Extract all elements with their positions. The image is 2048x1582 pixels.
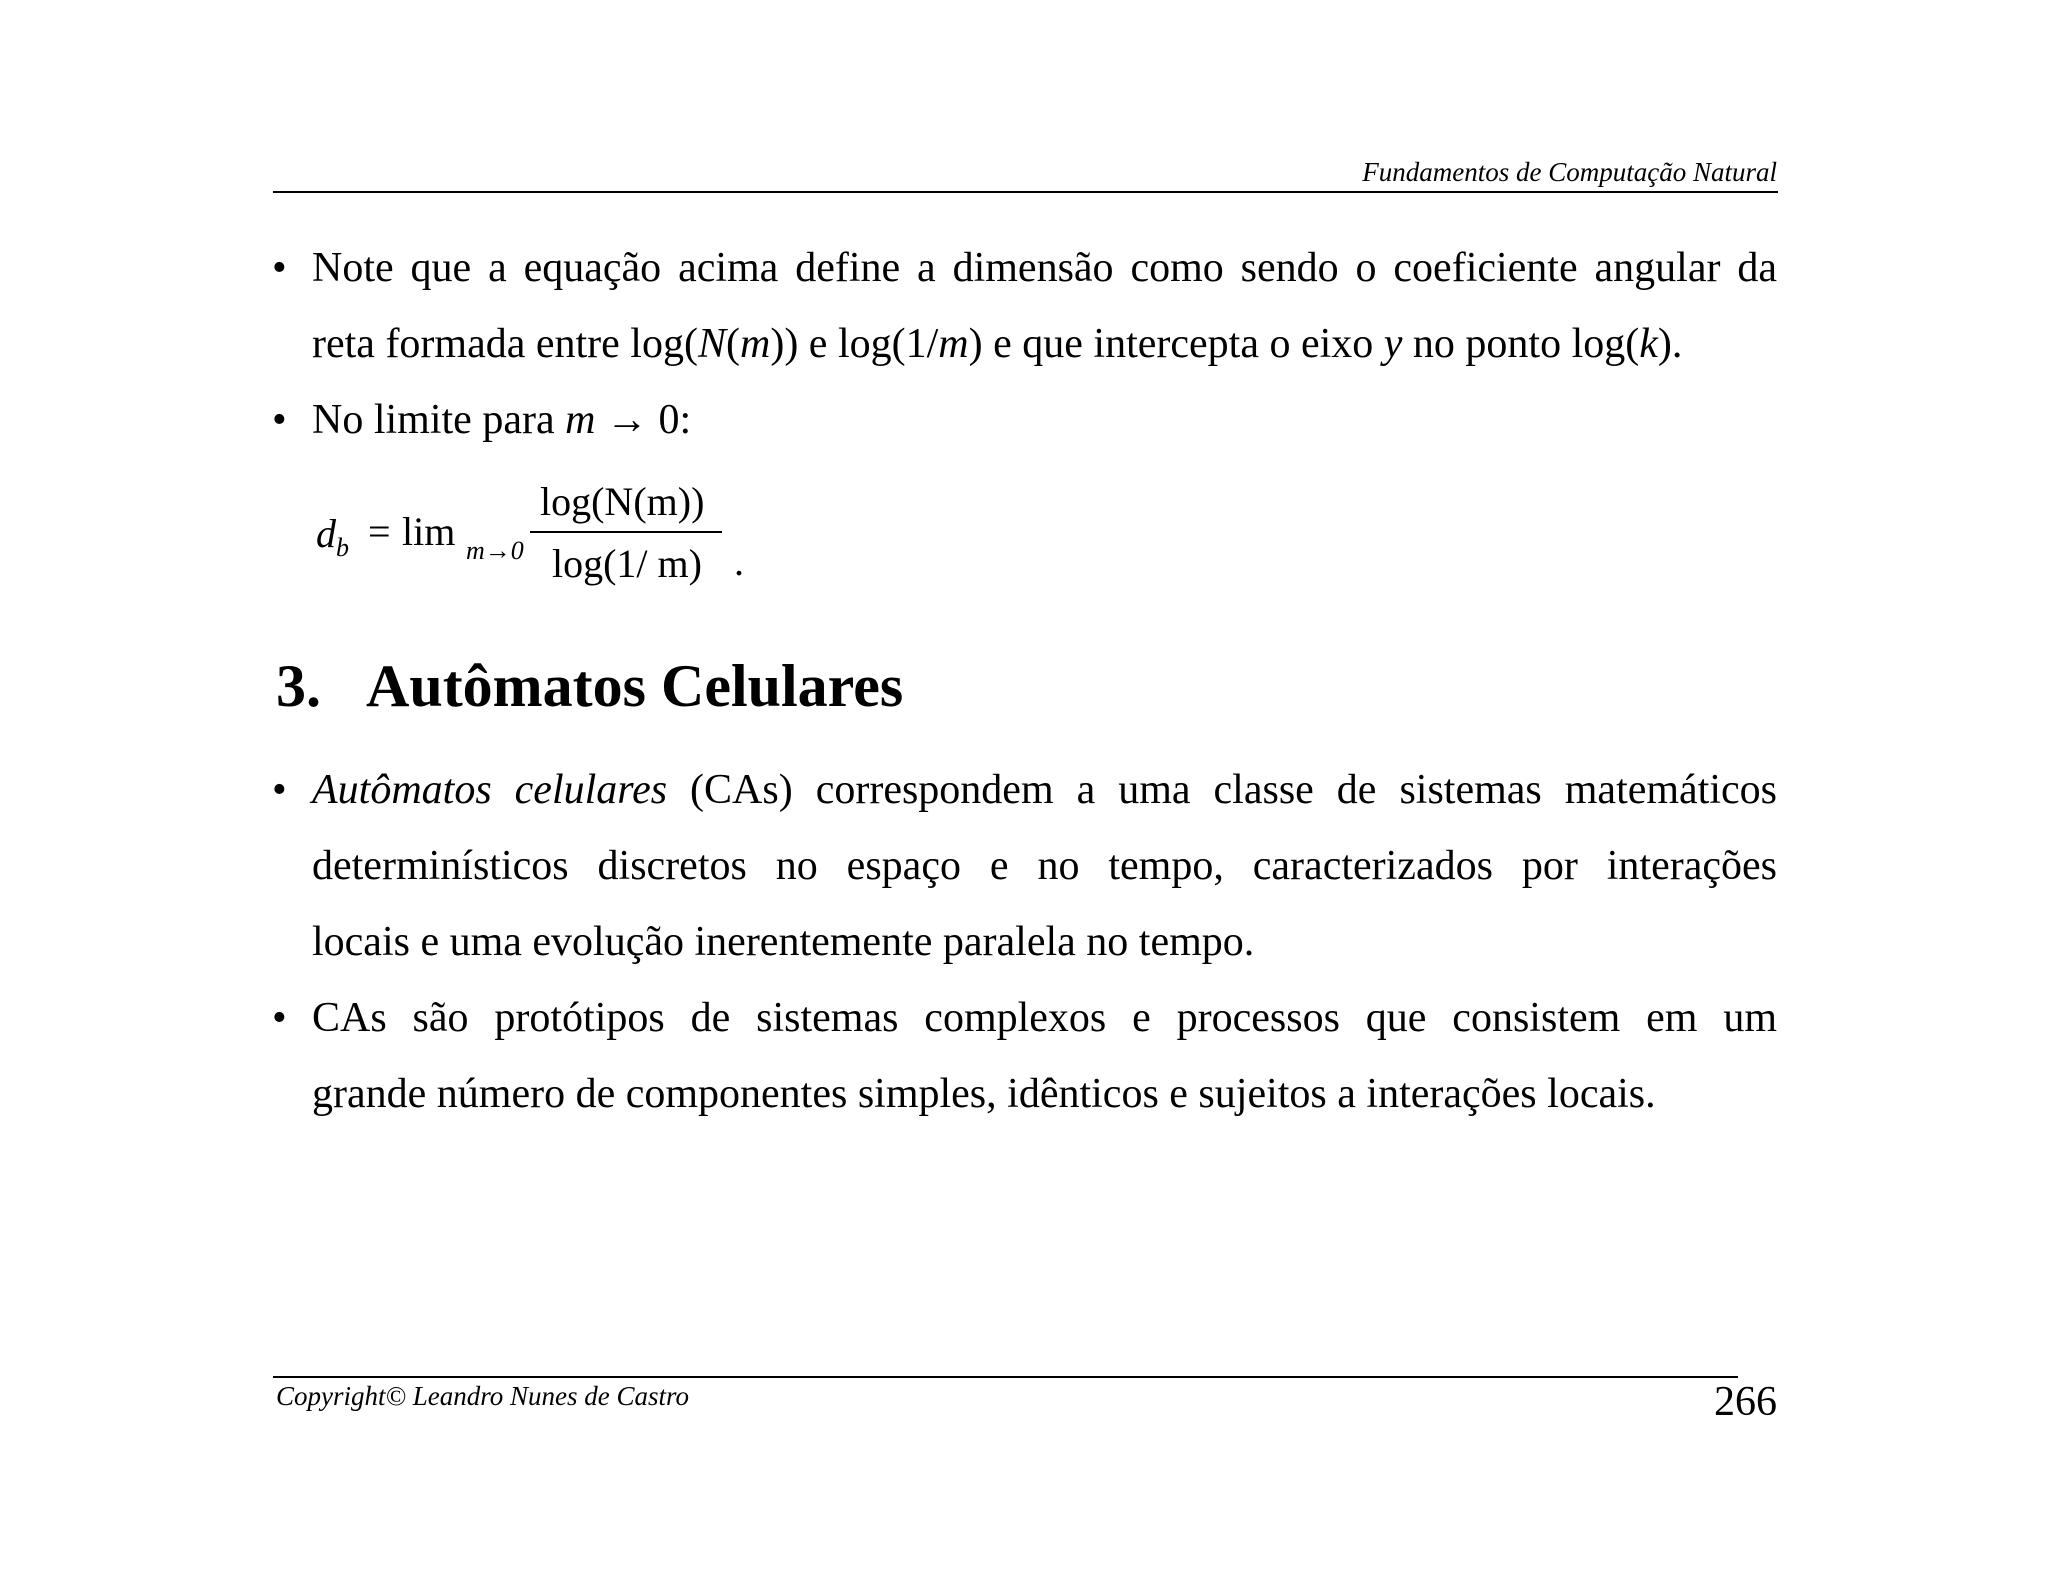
section-number: 3. xyxy=(276,653,321,719)
formula-terminator: . xyxy=(734,539,744,584)
bullet-item-limit: • No limite para m → 0: xyxy=(272,382,1777,458)
formula-lim: lim xyxy=(402,509,456,554)
bullet-icon: • xyxy=(272,995,287,1041)
bullet-item-ca-definition: • Autômatos celulares (CAs) correspondem a uma classe de sistemas matemáticos xyxy=(272,752,1777,828)
formula-denominator: log(1/ m) xyxy=(552,541,702,586)
section-title: Autômatos Celulares xyxy=(366,653,904,719)
bullet-item-dimension-note xyxy=(272,230,1777,306)
bullet-continuation: determinísticos discretos no espaço e no tempo, caracterizados por interações xyxy=(312,843,1777,889)
running-header: Fundamentos de Computação Natural xyxy=(1362,157,1777,187)
bullet-icon: • xyxy=(272,397,287,443)
formula-numerator: log(N(m)) xyxy=(540,479,705,524)
bullet-list-bottom xyxy=(272,752,1777,1132)
formula-lim-subscript: m→0 xyxy=(466,536,524,565)
bullet-line: Note que a equação acima define a dimensão como sendo o coeficiente angular da xyxy=(312,245,1777,291)
emphasis-term: Autômatos celulares xyxy=(312,767,668,813)
bullet-continuation: locais e uma evolução inerentemente paralela no tempo. xyxy=(312,919,1255,965)
bullet-item-ca-prototypes: • CAs são protótipos de sistemas complexos e processos que consistem em um xyxy=(272,980,1777,1056)
bullet-continuation: reta formada entre log(N(m)) e log(1/m) e que intercepta o eixo y no ponto log(k). xyxy=(312,321,1683,367)
bullet-icon: • xyxy=(272,767,287,813)
bullet-continuation: grande número de componentes simples, idênticos e sujeitos a interações locais. xyxy=(312,1071,1656,1117)
formula-equals: = xyxy=(368,509,391,554)
bullet-icon: • xyxy=(272,245,287,291)
page-number: 266 xyxy=(1714,1379,1777,1425)
header-rule xyxy=(273,191,1778,193)
section-heading xyxy=(276,650,903,722)
footer-rule xyxy=(273,1376,1738,1378)
formula-lhs: $d_b$ xyxy=(316,511,349,562)
bullet-list-top xyxy=(272,230,1777,458)
fraction-bar xyxy=(530,531,722,533)
copyright-notice: Copyright© Leandro Nunes de Castro xyxy=(276,1381,690,1411)
